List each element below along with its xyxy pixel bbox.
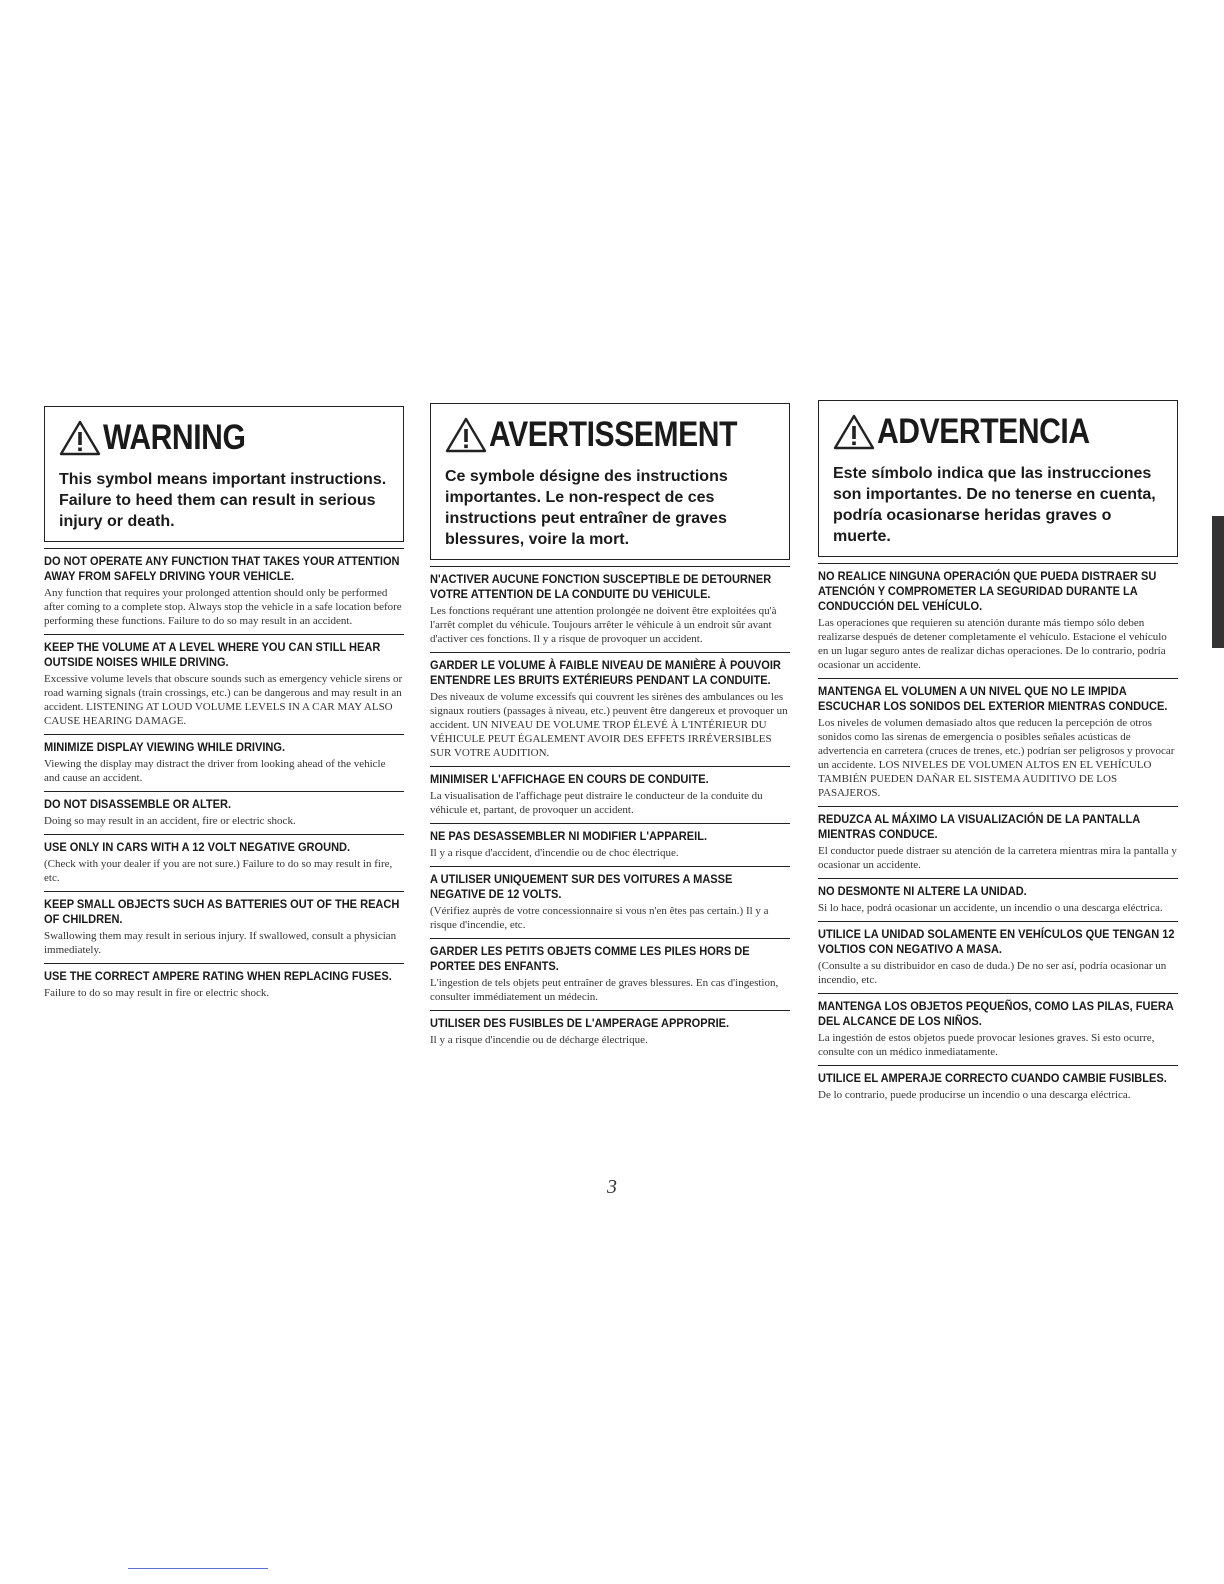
- column-spanish: [818, 400, 1178, 1102]
- warning-header: [833, 401, 1163, 463]
- section-title: NO REALICE NINGUNA OPERACIÓN QUE PUEDA DISTRAER SU ATENCIÓN Y COMPROMETER LA SEGURIDAD DURANTE LA CONDUCCIÓN DEL VEHÍCULO.: [818, 569, 1157, 613]
- section-body: (Consulte a su distribuidor en caso de duda.) De no ser así, podría ocasionar un incendio, etc.: [818, 960, 1167, 986]
- section-body: Any function that requires your prolonged attention should only be performed after coming to a complete stop. Always stop the vehicle in a safe location before performing these functions. Failure to do so may result in an accident.: [44, 587, 402, 627]
- section: [430, 938, 790, 1004]
- warning-title: ADVERTENCIA: [877, 412, 1090, 451]
- section-body: Viewing the display may distract the driver from looking ahead of the vehicle and cause an accident.: [44, 758, 386, 784]
- warning-triangle-icon: [833, 414, 875, 450]
- warning-header: [445, 404, 775, 466]
- section: [430, 566, 790, 646]
- section: [44, 834, 404, 885]
- section: [818, 678, 1178, 800]
- warning-triangle-icon: [59, 420, 101, 456]
- section-body: Il y a risque d'incendie ou de décharge électrique.: [430, 1034, 648, 1046]
- section-title: USE THE CORRECT AMPERE RATING WHEN REPLACING FUSES.: [44, 969, 392, 983]
- section: [818, 806, 1178, 872]
- section-title: MINIMISER L'AFFICHAGE EN COURS DE CONDUITE.: [430, 772, 709, 786]
- section-title: REDUZCA AL MÁXIMO LA VISUALIZACIÓN DE LA PANTALLA MIENTRAS CONDUCE.: [818, 812, 1140, 841]
- section-body: Si lo hace, podrá ocasionar un accidente, un incendio o una descarga eléctrica.: [818, 902, 1163, 914]
- section: [818, 1065, 1178, 1102]
- warning-box: [818, 400, 1178, 557]
- warning-triangle-icon: [445, 417, 487, 453]
- section-title: USE ONLY IN CARS WITH A 12 VOLT NEGATIVE GROUND.: [44, 840, 351, 854]
- section-body: Les fonctions requérant une attention prolongée ne doivent être exploitées qu'à l'arrêt complet du véhicule. Toujours arrêter le véhicule à un endroit sûr avant d'activer ces fonctions. Il y a risque de provoquer un accident.: [430, 605, 777, 645]
- section-body: Il y a risque d'accident, d'incendie ou de choc électrique.: [430, 847, 679, 859]
- section: [430, 866, 790, 932]
- section: [818, 993, 1178, 1059]
- section-title: MANTENGA LOS OBJETOS PEQUEÑOS, COMO LAS PILAS, FUERA DEL ALCANCE DE LOS NIÑOS.: [818, 999, 1174, 1028]
- section-body: Doing so may result in an accident, fire or electric shock.: [44, 815, 296, 827]
- section-title: MANTENGA EL VOLUMEN A UN NIVEL QUE NO LE IMPIDA ESCUCHAR LOS SONIDOS DEL EXTERIOR MIENTRAS CONDUCE.: [818, 684, 1168, 713]
- section-title: NE PAS DESASSEMBLER NI MODIFIER L'APPAREIL.: [430, 829, 708, 843]
- section-title: DO NOT DISASSEMBLE OR ALTER.: [44, 797, 232, 811]
- side-tab-marker: [1212, 516, 1224, 648]
- section: [44, 963, 404, 1000]
- section: [430, 823, 790, 860]
- warning-title: WARNING: [103, 418, 246, 457]
- section-title: KEEP THE VOLUME AT A LEVEL WHERE YOU CAN STILL HEAR OUTSIDE NOISES WHILE DRIVING.: [44, 640, 381, 669]
- warning-box: [44, 406, 404, 542]
- section: [44, 634, 404, 728]
- section: [818, 878, 1178, 915]
- warning-message: This symbol means important instructions. Failure to heed them can result in serious injury or death.: [59, 471, 387, 530]
- section: [430, 652, 790, 760]
- warning-header: [59, 407, 389, 469]
- footnote-rule: [128, 1568, 268, 1569]
- warning-message: Ce symbole désigne des instructions importantes. Le non-respect de ces instructions peut entraîner de graves blessures, voire la mort.: [445, 468, 728, 548]
- section-body: Los niveles de volumen demasiado altos que reducen la percepción de otros sonidos como las sirenas de emergencia o posibles señales acústicas de advertencia en carretera (cruces de trenes, etc.) podrían ser peligrosos y provocar un accidente. LOS NIVELES DE VOLUMEN ALTOS EN EL VEHÍCULO TAMBIÉN PUEDEN DAÑAR EL SISTEMA AUDITIVO DE LOS PASAJEROS.: [818, 717, 1175, 799]
- section-body: Las operaciones que requieren su atención durante más tiempo sólo deben realizarse después de detener completamente el vehículo. Estacione el vehículo en un lugar seguro antes de realizar dichas operaciones. De lo contrario, podría ocasionar un accidente.: [818, 617, 1167, 671]
- section-body: L'ingestion de tels objets peut entraîner de graves blessures. En cas d'ingestion, consulter immédiatement un médecin.: [430, 977, 779, 1003]
- section-title: N'ACTIVER AUCUNE FONCTION SUSCEPTIBLE DE DETOURNER VOTRE ATTENTION DE LA CONDUITE DU VEHICULE.: [430, 572, 772, 601]
- section-title: UTILICE LA UNIDAD SOLAMENTE EN VEHÍCULOS QUE TENGAN 12 VOLTIOS CON NEGATIVO A MASA.: [818, 927, 1175, 956]
- section-title: UTILICE EL AMPERAJE CORRECTO CUANDO CAMBIE FUSIBLES.: [818, 1071, 1167, 1085]
- column-english: [44, 406, 404, 1000]
- section-body: Failure to do so may result in fire or electric shock.: [44, 987, 270, 999]
- section: [430, 766, 790, 817]
- section-title: MINIMIZE DISPLAY VIEWING WHILE DRIVING.: [44, 740, 286, 754]
- section-title: A UTILISER UNIQUEMENT SUR DES VOITURES A MASSE NEGATIVE DE 12 VOLTS.: [430, 872, 733, 901]
- section-body: Excessive volume levels that obscure sounds such as emergency vehicle sirens or road warning signals (train crossings, etc.) can be dangerous and may result in an accident. LISTENING AT LOUD VOLUME LEVELS IN A CAR MAY ALSO CAUSE HEARING DAMAGE.: [44, 673, 403, 727]
- page-number: 3: [607, 1176, 617, 1198]
- section-body: Swallowing them may result in serious injury. If swallowed, consult a physician immediately.: [44, 930, 397, 956]
- section-title: GARDER LE VOLUME À FAIBLE NIVEAU DE MANIÈRE À POUVOIR ENTENDRE LES BRUITS EXTÉRIEURS PENDANT LA CONDUITE.: [430, 658, 781, 687]
- warning-message: Este símbolo indica que las instrucciones son importantes. De no tenerse en cuenta, podría ocasionarse heridas graves o muerte.: [833, 465, 1156, 545]
- section-body: El conductor puede distraer su atención de la carretera mientras mira la pantalla y ocasionar un accidente.: [818, 845, 1177, 871]
- section: [44, 734, 404, 785]
- section-body: Des niveaux de volume excessifs qui couvrent les sirènes des ambulances ou les signaux routiers (passages à niveau, etc.) peuvent être dangereux et provoquer un accident. UN NIVEAU DE VOLUME TROP ÉLEVÉ À L'INTÉRIEUR DU VÉHICULE PEUT ÉGALEMENT AVOIR DES EFFETS IRRÉVERSIBLES SUR VOTRE AUDITION.: [430, 691, 788, 759]
- section: [44, 791, 404, 828]
- section-body: La ingestión de estos objetos puede provocar lesiones graves. Si esto ocurre, consulte con un médico inmediatamente.: [818, 1032, 1155, 1058]
- section-title: NO DESMONTE NI ALTERE LA UNIDAD.: [818, 884, 1027, 898]
- section: [44, 548, 404, 628]
- section-title: UTILISER DES FUSIBLES DE L'AMPERAGE APPROPRIE.: [430, 1016, 730, 1030]
- section: [430, 1010, 790, 1047]
- section-body: La visualisation de l'affichage peut distraire le conducteur de la conduite du véhicule et, partant, de provoquer un accident.: [430, 790, 763, 816]
- warning-title: AVERTISSEMENT: [489, 415, 738, 454]
- section: [44, 891, 404, 957]
- section: [818, 563, 1178, 672]
- section-body: De lo contrario, puede producirse un incendio o una descarga eléctrica.: [818, 1089, 1131, 1101]
- section-title: GARDER LES PETITS OBJETS COMME LES PILES HORS DE PORTEE DES ENFANTS.: [430, 944, 750, 973]
- section: [818, 921, 1178, 987]
- section-title: KEEP SMALL OBJECTS SUCH AS BATTERIES OUT OF THE REACH OF CHILDREN.: [44, 897, 400, 926]
- warning-box: [430, 403, 790, 560]
- section-title: DO NOT OPERATE ANY FUNCTION THAT TAKES YOUR ATTENTION AWAY FROM SAFELY DRIVING YOUR VEHICLE.: [44, 554, 400, 583]
- section-body: (Vérifiez auprès de votre concessionnaire si vous n'en êtes pas certain.) Il y a risque d'incendie, etc.: [430, 905, 769, 931]
- section-body: (Check with your dealer if you are not sure.) Failure to do so may result in fire, etc.: [44, 858, 393, 884]
- column-french: [430, 403, 790, 1047]
